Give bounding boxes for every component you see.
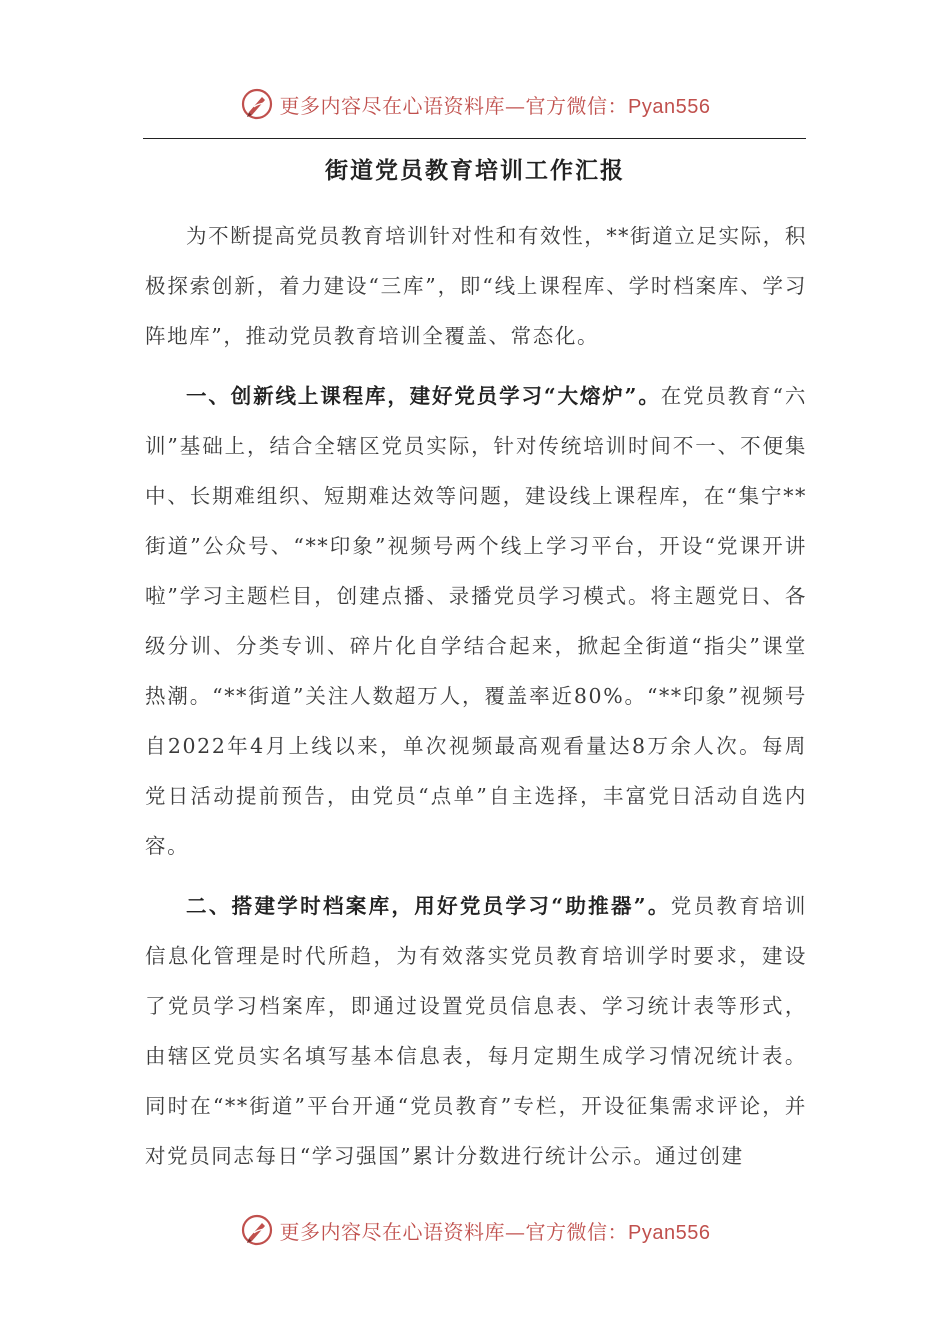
footer-banner (0, 1210, 950, 1250)
footer-banner-wechat-id: Pyan556 (628, 1221, 711, 1244)
section-1-heading: 一、创新线上课程库，建好党员学习“大熔炉”。 (186, 384, 661, 408)
footer-banner-text (280, 1216, 711, 1245)
section-1-body: 在党员教育“六训”基础上，结合全辖区党员实际，针对传统培训时间不一、不便集中、长期难组织、短期难达效等问题，建设线上课程库，在“集宁**街道”公众号、“**印象”视频号两个线上学习平台，开设“党课开讲啦”学习主题栏目，创建点播、录播党员学习模式。将主题党日、各级分训、分类专训、碎片化自学结合起来，掀起全街道“指尖”课堂热潮。“**街道”关注人数超万人，覆盖率近80%。“**印象”视频号自2022年4月上线以来，单次视频最高观看量达8万余人次。每周党日活动提前预告，由党员“点单”自主选择，丰富党日活动自选内容。 (145, 384, 807, 858)
footer-banner-cn: 更多内容尽在心语资料库—官方微信： (279, 1219, 629, 1244)
section-2-body: 党员教育培训信息化管理是时代所趋，为有效落实党员教育培训学时要求，建设了党员学习档案库，即通过设置党员信息表、学习统计表等形式，由辖区党员实名填写基本信息表，每月定期生成学习情况统计表。同时在“**街道”平台开通“党员教育”专栏，开设征集需求评论，并对党员同志每日“学习强国”累计分数进行统计公示。通过创建 (145, 894, 807, 1168)
document-body (145, 211, 807, 1181)
header-banner-text (280, 90, 711, 119)
pen-logo-icon (240, 87, 274, 121)
section-2-heading: 二、搭建学时档案库，用好党员学习“助推器”。 (186, 894, 671, 918)
header-banner-cn: 更多内容尽在心语资料库—官方微信： (279, 93, 629, 118)
document-title: 街道党员教育培训工作汇报 (325, 157, 625, 184)
header-banner-content (240, 87, 711, 121)
pen-logo-icon (240, 1213, 274, 1247)
footer-banner-content (240, 1213, 711, 1247)
header-banner-wechat-id: Pyan556 (628, 95, 711, 118)
header-divider (143, 138, 806, 139)
section-1-paragraph (145, 371, 807, 871)
section-2-paragraph (145, 881, 807, 1181)
header-banner (0, 84, 950, 124)
intro-paragraph: 为不断提高党员教育培训针对性和有效性，**街道立足实际，积极探索创新，着力建设“三库”，即“线上课程库、学时档案库、学习阵地库”，推动党员教育培训全覆盖、常态化。 (145, 224, 807, 348)
